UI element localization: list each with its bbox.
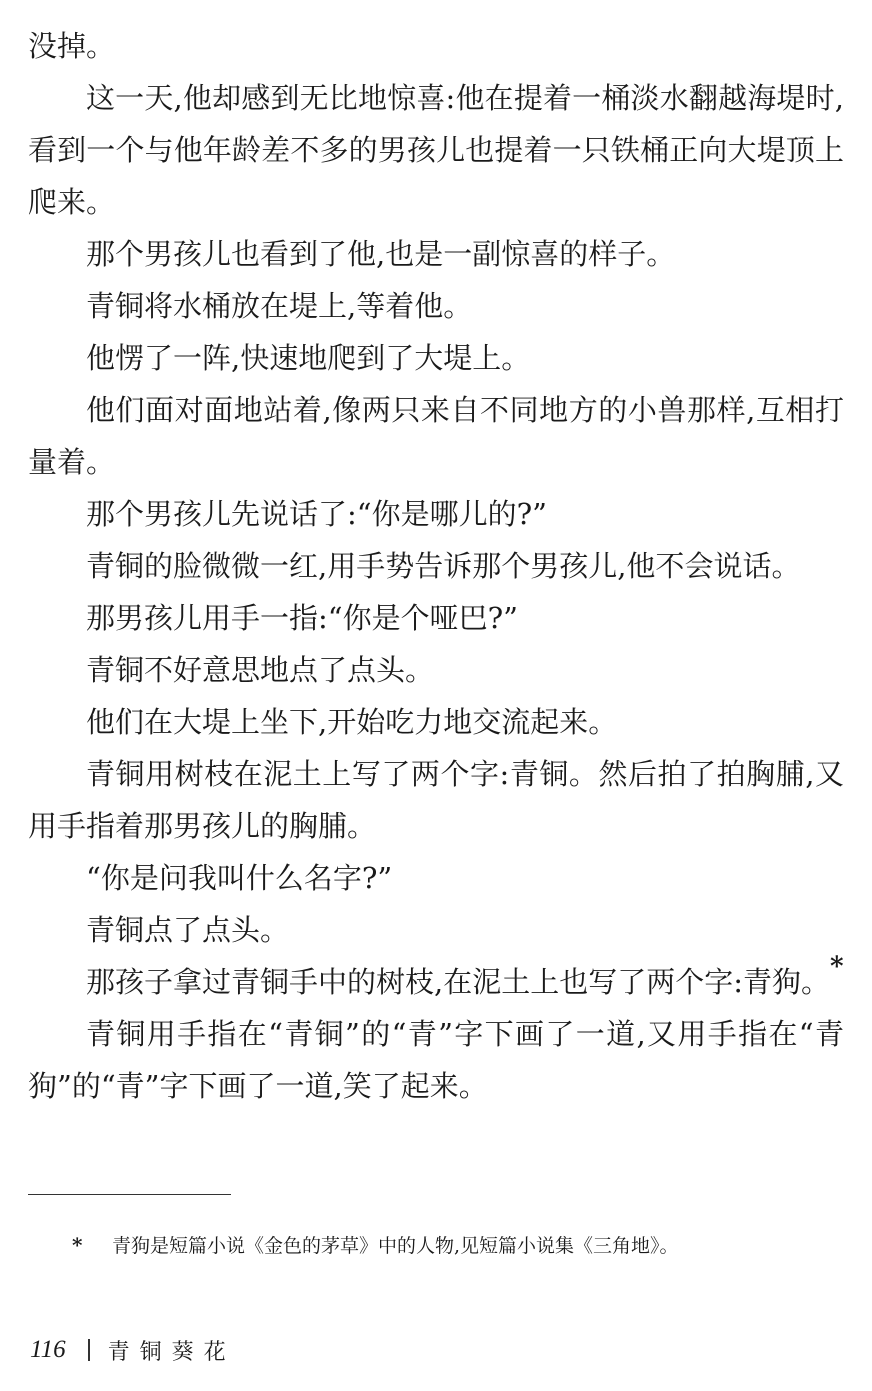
paragraph-text: 青铜不好意思地点了点头。 — [86, 653, 435, 687]
paragraph — [28, 384, 844, 488]
footnote — [72, 1230, 832, 1261]
paragraph — [28, 1008, 844, 1112]
paragraph-text: 青铜将水桶放在堤上,等着他。 — [86, 289, 473, 323]
page-number: 116 — [30, 1336, 66, 1363]
paragraph — [28, 20, 844, 72]
paragraph-text: 那个男孩儿也看到了他,也是一副惊喜的样子。 — [86, 237, 676, 271]
paragraph — [28, 332, 844, 384]
paragraph-text: 那孩子拿过青铜手中的树枝,在泥土上也写了两个字:青狗。 — [86, 965, 830, 999]
footnote-reference-mark: * — [830, 952, 844, 982]
page-footer — [30, 1332, 236, 1368]
paragraph-text: 青铜用手指在“青铜”的“青”字下画了一道,又用手指在“青狗”的“青”字下画了一道,笑了起来。 — [28, 1017, 844, 1103]
paragraph-text: 青铜的脸微微一红,用手势告诉那个男孩儿,他不会说话。 — [86, 549, 801, 583]
paragraph-text: 他们在大堤上坐下,开始吃力地交流起来。 — [86, 705, 618, 739]
paragraph — [28, 540, 844, 592]
body-text — [28, 20, 844, 1112]
paragraph — [28, 696, 844, 748]
paragraph-text: 这一天,他却感到无比地惊喜:他在提着一桶淡水翻越海堤时,看到一个与他年龄差不多的男孩儿也提着一只铁桶正向大堤顶上爬来。 — [28, 81, 844, 219]
paragraph — [28, 488, 844, 540]
paragraph — [28, 280, 844, 332]
paragraph — [28, 748, 844, 852]
paragraph-text: 那个男孩儿先说话了:“你是哪儿的?” — [86, 497, 547, 531]
paragraph-text: 他们面对面地站着,像两只来自不同地方的小兽那样,互相打量着。 — [28, 393, 844, 479]
paragraph — [28, 952, 844, 1008]
paragraph-text: 没掉。 — [28, 29, 116, 63]
paragraph — [28, 72, 844, 228]
footnote-divider — [28, 1194, 231, 1195]
paragraph — [28, 852, 844, 904]
paragraph-text: 青铜用树枝在泥土上写了两个字:青铜。然后拍了拍胸脯,又用手指着那男孩儿的胸脯。 — [28, 757, 844, 843]
paragraph-text: 青铜点了点头。 — [86, 913, 290, 947]
paragraph — [28, 904, 844, 956]
running-title: 青铜葵花 — [107, 1339, 236, 1365]
paragraph-text: 他愣了一阵,快速地爬到了大堤上。 — [86, 341, 531, 375]
paragraph — [28, 592, 844, 644]
footnote-symbol: * — [72, 1233, 83, 1257]
paragraph — [28, 228, 844, 280]
paragraph-text: 那男孩儿用手一指:“你是个哑巴?” — [86, 601, 518, 635]
footnote-text: 青狗是短篇小说《金色的茅草》中的人物,见短篇小说集《三角地》。 — [112, 1235, 679, 1257]
footer-divider — [88, 1339, 90, 1361]
paragraph — [28, 644, 844, 696]
paragraph-text: “你是问我叫什么名字?” — [86, 861, 393, 895]
